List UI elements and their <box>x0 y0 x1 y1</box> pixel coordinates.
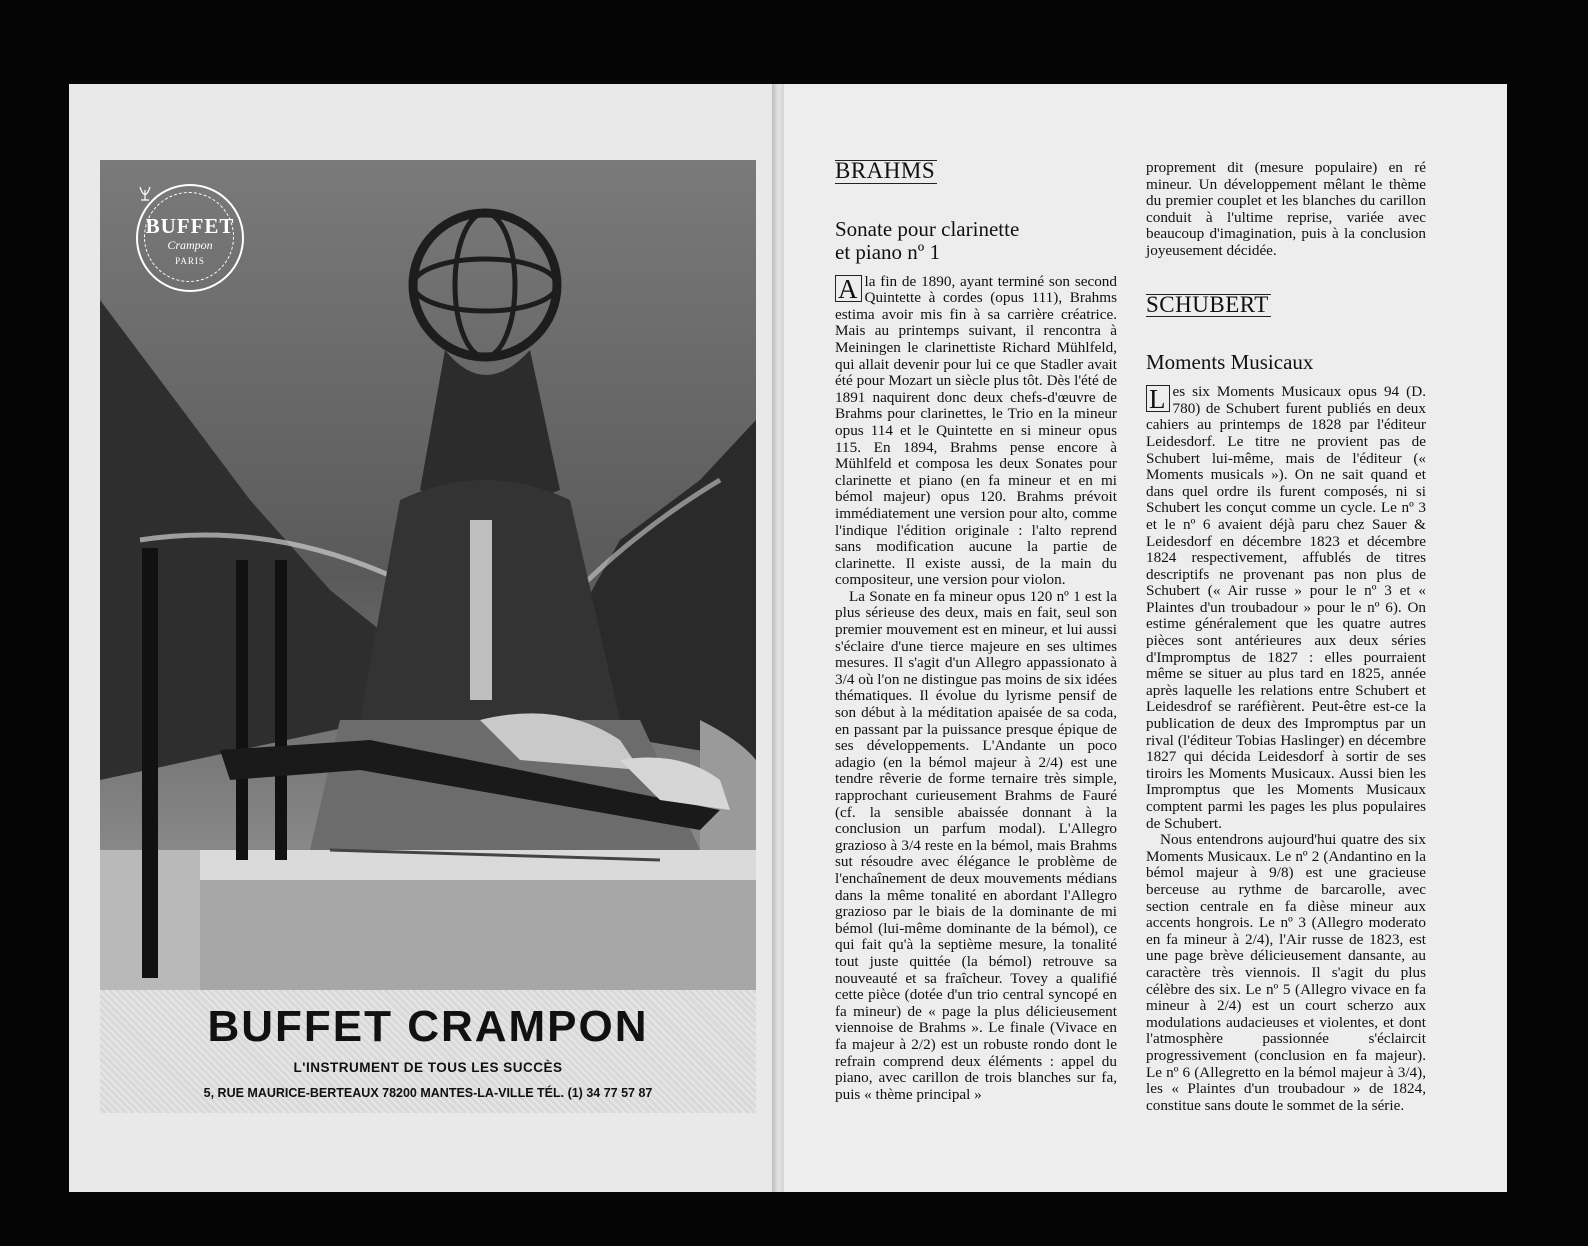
schubert-p1-text: es six Moments Musicaux opus 94 (D. 780) de Schubert furent publiés en deux cahiers au printemps de 1828 par l'éditeur Leidesdorf. Le titre ne provient pas de Schubert lui-même, mais de l'éditeur (« Moments musicals »). On ne sait quand et dans quel ordre ils furent composés, ni si Schubert les conçut comme un cycle. Le nº 3 et le nº 6 avaient déjà paru chez Sauer & Leidesdorf en décembre 1823 et décembre 1824 respectivement, affublés de titres descriptifs ne provenant pas non plus de Schubert (« Air russe » pour le nº 3 et « Plaintes d'un troubadour » pour le nº 6). On estime généralement que les quatre autres pièces sont antérieures aux deux séries d'Impromptus de 1827 : elles pourraient même se situer au plus tard en 1825, année après laquelle les relations entre Schubert et Leidesdrof se raréfièrent. Peut-être est-ce la publication de deux des Impromptus par un rival (l'éditeur Tobias Haslinger) en décembre 1827 qui décida Leidesdorf à sortir de ses tiroirs les Moments Musicaux. Aussi bien les Impromptus que les Moments Musicaux comptent parmi les pages les plus populaires de Schubert. <box>1146 383 1426 832</box>
work-title-brahms <box>835 218 1117 264</box>
brand-name: BUFFET CRAMPON <box>207 1002 649 1051</box>
schubert-paragraph-1 <box>1146 384 1426 832</box>
advert-banner <box>100 990 756 1113</box>
dropcap: L <box>1146 385 1170 412</box>
brahms-paragraph-3: proprement dit (mesure populaire) en ré mineur. Un développement mêlant le thème du premier couplet et les blanches du carillon conduit à l'ultime reprise, variée avec beaucoup d'imagination, puis à la conclusion joyeusement décidée. <box>1146 159 1426 259</box>
logo-paris: PARIS <box>175 256 205 266</box>
logo-buffet: BUFFET <box>145 214 235 238</box>
work-title-line2: et piano nº 1 <box>835 239 941 264</box>
advertisement <box>100 160 756 1113</box>
brand-address: 5, RUE MAURICE-BERTEAUX 78200 MANTES-LA-VILLE TÉL. (1) 34 77 57 87 <box>203 1086 653 1100</box>
advert-photo <box>100 160 756 990</box>
lyre-icon <box>138 186 152 202</box>
brahms-paragraph-2: La Sonate en fa mineur opus 120 nº 1 est la plus sérieuse des deux, mais en fait, seul son premier mouvement est en mineur, et lui aussi s'éclaire d'une tierce majeure en ses ultimes mesures. Il s'agit d'un Allegro appassionato à 3/4 où l'on ne distingue pas moins de six idées thématiques. Il évolue du lyrisme pensif de son début à la méditation apaisée de sa coda, en passant par la puissance presque épique de ses développements. L'Andante un poco adagio (en la bémol majeur à 2/4) est une tendre rêverie de forme ternaire très simple, rapprochant curieusement Brahms de Fauré (cf. la sensible abaissée donnant à la conclusion un parfum modal). L'Allegro grazioso à 3/4 reste en la bémol, mais Brahms sut résoudre avec élégance le problème de l'enchaînement de deux mouvements médians dans la même tonalité en abordant l'Allegro grazioso par le biais de la dominante de mi bémol (lui-même dominante de la bémol), ce qui fait qu'à la septième mesure, la tonalité tout juste quittée (la bémol) retrouve sa nouveauté et sa fraîcheur. Tovey a qualifié cette pièce (dotée d'un trio central syncopé en fa mineur) de « page la plus délicieusement viennoise de Brahms ». Le finale (Vivace en fa majeur à 2/2) est un robuste rondo dont le refrain comprend deux éléments : appel du piano, avec carillon de trois blanches sur fa, puis « thème principal » <box>835 587 1117 1103</box>
right-page <box>784 84 1507 1192</box>
column-left <box>835 160 1117 1103</box>
work-title-schubert: Moments Musicaux <box>1146 350 1314 375</box>
composer-heading-brahms: BRAHMS <box>835 158 936 183</box>
dropcap: A <box>835 275 862 302</box>
logo-crampon: Crampon <box>167 238 213 252</box>
brand-logo <box>136 184 244 292</box>
schubert-paragraph-2: Nous entendrons aujourd'hui quatre des six Moments Musicaux. Le nº 2 (Andantino en la bémol majeur à 9/8) est une gracieuse berceuse au rythme de barcarolle, avec section centrale en fa dièse mineur aux accents hongrois. Le nº 3 (Allegro moderato en fa mineur à 2/4), l'Air russe de 1823, est une page brève délicieusement dansante, au caractère très viennois. Il s'agit du plus célèbre des six. Le nº 5 (Allegro vivace en fa mineur à 2/4) est un court scherzo aux modulations audacieuses et violentes, et dont l'atmosphère passionnée s'éclaircit progressivement (conclusion en fa majeur). Le nº 6 (Allegretto en la bémol majeur à 3/4), les « Plaintes d'un troubadour » de 1824, constitue sans doute le sommet de la série. <box>1146 831 1426 1114</box>
brand-slogan: L'INSTRUMENT DE TOUS LES SUCCÈS <box>293 1060 563 1075</box>
brahms-p1-text: la fin de 1890, ayant terminé son second Quintette à cordes (opus 111), Brahms estima avoir mis fin à sa carrière créatrice. Mais au printemps suivant, il rencontra à Meiningen le clarinettiste Richard Mühlfeld, qui allait devenir pour lui ce que Stadler avait été pour Mozart un siècle plus tôt. Dès l'été de 1891 naquirent donc deux chefs-d'œuvre de Brahms pour clarinettes, le Trio en la mineur opus 114 et le Quintette en si mineur opus 115. En 1894, Brahms pense encore à Mühlfeld et composa les deux Sonates pour clarinette et piano (en fa mineur et en mi bémol majeur) opus 120. Brahms prévoit immédiatement une version pour alto, comme l'indique l'édition originale : l'alto reprend sans modification aucune la partie de clarinette. Il existe aussi, de la main du compositeur, une version pour violon. <box>835 272 1117 589</box>
composer-heading-schubert: SCHUBERT <box>1146 291 1269 317</box>
left-page <box>69 84 774 1192</box>
column-right <box>1146 160 1426 1114</box>
brahms-paragraph-1 <box>835 274 1117 589</box>
work-title-line1: Sonate pour clarinette <box>835 216 1020 241</box>
